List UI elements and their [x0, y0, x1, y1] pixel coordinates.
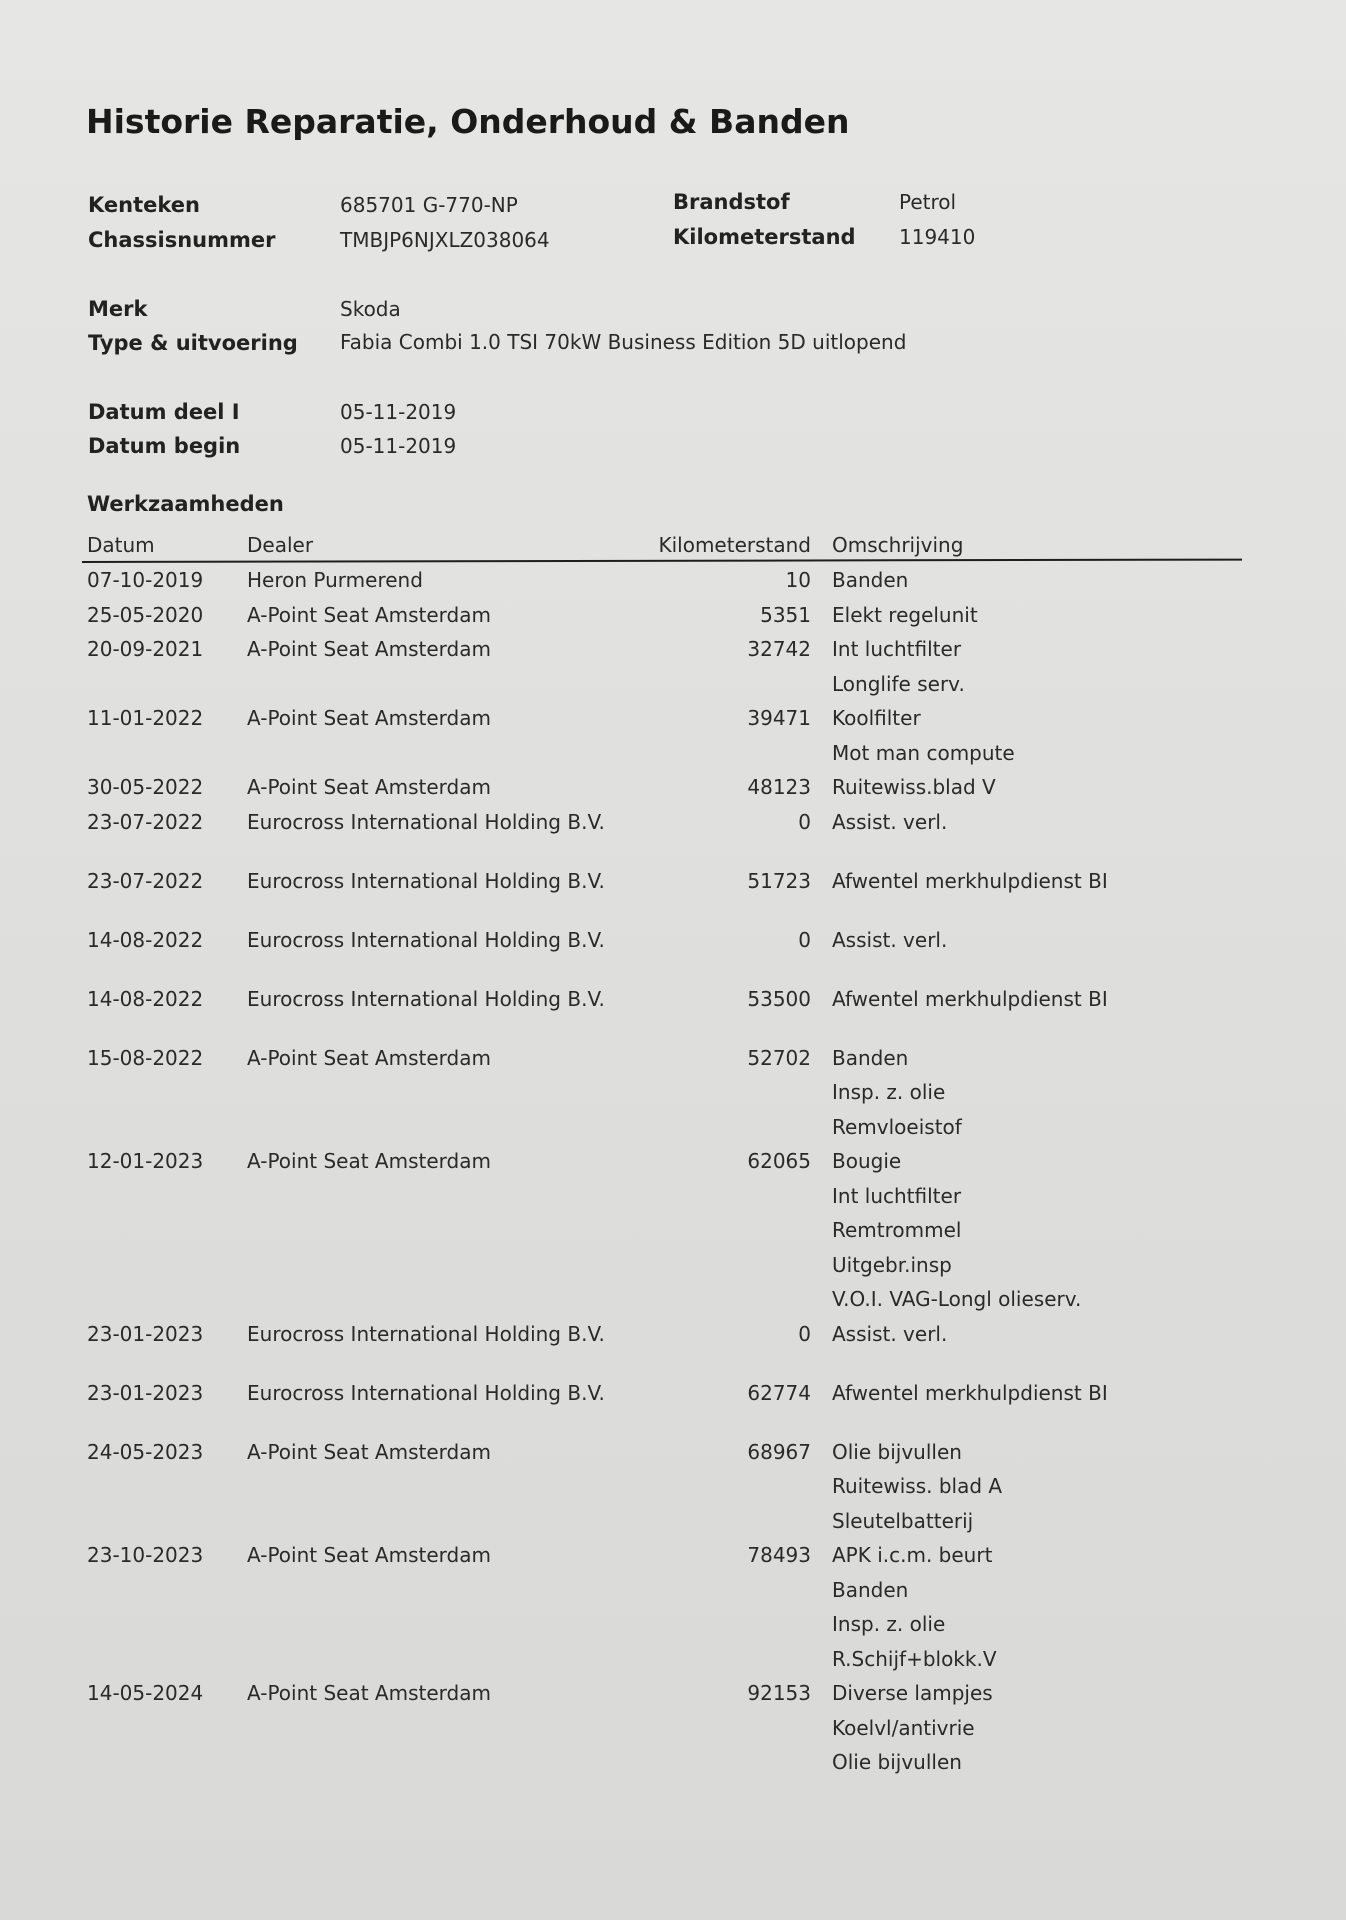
row-dealer: Eurocross International Holding B.V. [247, 868, 605, 893]
row-date: 23-07-2022 [87, 868, 204, 893]
table-row [0, 1041, 1346, 1145]
row-kilometerstand: 78493 [747, 1543, 811, 1567]
datum-begin-label: Datum begin [88, 434, 241, 458]
row-dealer: Eurocross International Holding B.V. [247, 809, 605, 834]
omschrijving-line: Elekt regelunit [832, 602, 978, 627]
column-header-kilometerstand: Kilometerstand [658, 533, 811, 557]
omschrijving-line: Int luchtfilter [832, 1183, 962, 1208]
row-omschrijving [832, 1376, 1108, 1411]
type-label: Type & uitvoering [88, 331, 298, 355]
table-row [0, 563, 1346, 598]
omschrijving-line: Ruitewiss.blad V [832, 775, 996, 799]
row-dealer: Eurocross International Holding B.V. [247, 1321, 605, 1346]
row-date: 07-10-2019 [87, 568, 204, 592]
table-row [0, 1435, 1346, 1539]
row-dealer: A-Point Seat Amsterdam [247, 1681, 491, 1705]
row-date: 11-01-2022 [87, 706, 204, 730]
row-date: 14-08-2022 [87, 927, 204, 952]
row-kilometerstand: 62065 [747, 1149, 811, 1173]
column-header-datum: Datum [87, 533, 155, 557]
omschrijving-line: APK i.c.m. beurt [832, 1543, 993, 1567]
datum-deel-value: 05-11-2019 [340, 400, 457, 424]
omschrijving-line: Olie bijvullen [832, 1439, 962, 1464]
row-date: 30-05-2022 [87, 775, 204, 799]
row-dealer: A-Point Seat Amsterdam [247, 602, 491, 627]
row-kilometerstand: 10 [785, 568, 811, 592]
omschrijving-line: Insp. z. olie [832, 1080, 946, 1104]
omschrijving-line: Banden [832, 1577, 909, 1602]
datum-deel-label: Datum deel I [88, 400, 240, 424]
omschrijving-line: Int luchtfilter [832, 637, 962, 661]
werkzaamheden-heading: Werkzaamheden [87, 492, 284, 516]
omschrijving-line: Insp. z. olie [832, 1612, 946, 1636]
row-omschrijving [832, 923, 947, 958]
brandstof-label: Brandstof [673, 190, 790, 214]
omschrijving-line: Afwentel merkhulpdienst BI [832, 986, 1108, 1011]
row-kilometerstand: 51723 [747, 868, 811, 893]
row-date: 20-09-2021 [87, 637, 204, 661]
row-kilometerstand: 53500 [747, 986, 811, 1011]
row-omschrijving [832, 632, 965, 701]
row-date: 14-05-2024 [87, 1681, 204, 1705]
row-dealer: A-Point Seat Amsterdam [247, 775, 491, 799]
omschrijving-line: Ruitewiss. blad A [832, 1474, 1003, 1498]
row-dealer: Heron Purmerend [247, 568, 423, 592]
row-dealer: Eurocross International Holding B.V. [247, 927, 605, 952]
omschrijving-line: Diverse lampjes [832, 1681, 993, 1705]
table-row [0, 1676, 1346, 1780]
page-title: Historie Reparatie, Onderhoud & Banden [86, 102, 850, 141]
table-row [0, 598, 1346, 633]
row-kilometerstand: 0 [798, 809, 811, 834]
row-omschrijving [832, 701, 1015, 770]
omschrijving-line: Bougie [832, 1149, 902, 1173]
brandstof-value: Petrol [899, 190, 957, 214]
table-row [0, 805, 1346, 864]
omschrijving-line: R.Schijf+blokk.V [832, 1646, 997, 1671]
row-kilometerstand: 32742 [747, 637, 811, 661]
werkzaamheden-table [0, 563, 1346, 1780]
type-value: Fabia Combi 1.0 TSI 70kW Business Edition 5D uitlopend [340, 330, 907, 354]
omschrijving-line: Koelvl/antivrie [832, 1715, 975, 1740]
table-row [0, 701, 1346, 770]
table-row [0, 770, 1346, 805]
row-date: 24-05-2023 [87, 1439, 204, 1464]
row-omschrijving [832, 1435, 1002, 1539]
row-dealer: A-Point Seat Amsterdam [247, 1149, 491, 1173]
row-omschrijving [832, 598, 978, 633]
table-row [0, 864, 1346, 923]
row-kilometerstand: 0 [798, 1321, 811, 1346]
omschrijving-line: Sleutelbatterij [832, 1508, 974, 1533]
omschrijving-line: V.O.I. VAG-Longl olieserv. [832, 1287, 1082, 1311]
omschrijving-line: Uitgebr.insp [832, 1252, 952, 1277]
merk-label: Merk [88, 297, 148, 321]
table-row [0, 923, 1346, 982]
row-dealer: Eurocross International Holding B.V. [247, 1380, 605, 1405]
merk-value: Skoda [340, 297, 401, 321]
row-kilometerstand: 52702 [747, 1045, 811, 1070]
row-date: 23-10-2023 [87, 1543, 204, 1567]
omschrijving-line: Koolfilter [832, 706, 921, 730]
row-kilometerstand: 92153 [747, 1681, 811, 1705]
omschrijving-line: Afwentel merkhulpdienst BI [832, 868, 1108, 893]
omschrijving-line: Assist. verl. [832, 927, 948, 952]
row-omschrijving [832, 563, 908, 598]
row-dealer: A-Point Seat Amsterdam [247, 637, 491, 661]
table-row [0, 632, 1346, 701]
row-dealer: A-Point Seat Amsterdam [247, 1543, 491, 1567]
omschrijving-line: Assist. verl. [832, 809, 948, 834]
row-kilometerstand: 39471 [747, 706, 811, 730]
row-date: 12-01-2023 [87, 1149, 204, 1173]
row-date: 15-08-2022 [87, 1045, 204, 1070]
chassis-label: Chassisnummer [88, 228, 276, 252]
row-omschrijving [832, 1144, 1081, 1317]
row-kilometerstand: 5351 [760, 602, 811, 627]
row-omschrijving [832, 1317, 947, 1352]
row-omschrijving [832, 805, 947, 840]
row-dealer: Eurocross International Holding B.V. [247, 986, 605, 1011]
row-omschrijving [832, 864, 1108, 899]
table-row [0, 1376, 1346, 1435]
omschrijving-line: Assist. verl. [832, 1321, 948, 1346]
row-date: 23-01-2023 [87, 1321, 204, 1346]
column-header-omschrijving: Omschrijving [832, 533, 964, 557]
row-omschrijving [832, 1676, 993, 1780]
omschrijving-line: Remvloeistof [832, 1114, 962, 1139]
row-date: 25-05-2020 [87, 602, 204, 627]
row-kilometerstand: 62774 [747, 1380, 811, 1405]
row-date: 23-07-2022 [87, 809, 204, 834]
row-date: 14-08-2022 [87, 986, 204, 1011]
omschrijving-line: Banden [832, 568, 909, 592]
row-kilometerstand: 0 [798, 927, 811, 952]
column-header-dealer: Dealer [247, 533, 314, 557]
row-omschrijving [832, 1041, 962, 1145]
kilometerstand-value: 119410 [899, 225, 976, 249]
table-row [0, 1144, 1346, 1317]
row-dealer: A-Point Seat Amsterdam [247, 1045, 491, 1070]
table-row [0, 1317, 1346, 1376]
row-omschrijving [832, 982, 1108, 1017]
omschrijving-line: Remtrommel [832, 1218, 962, 1242]
row-omschrijving [832, 770, 996, 805]
row-dealer: A-Point Seat Amsterdam [247, 1439, 491, 1464]
row-omschrijving [832, 1538, 997, 1676]
omschrijving-line: Afwentel merkhulpdienst BI [832, 1380, 1108, 1405]
datum-begin-value: 05-11-2019 [340, 434, 457, 458]
omschrijving-line: Mot man compute [832, 740, 1015, 765]
row-dealer: A-Point Seat Amsterdam [247, 706, 491, 730]
row-date: 23-01-2023 [87, 1380, 204, 1405]
omschrijving-line: Longlife serv. [832, 671, 965, 696]
omschrijving-line: Olie bijvullen [832, 1750, 962, 1774]
row-kilometerstand: 48123 [747, 775, 811, 799]
kilometerstand-label: Kilometerstand [673, 225, 856, 249]
kenteken-label: Kenteken [88, 193, 200, 217]
omschrijving-line: Banden [832, 1045, 909, 1070]
table-row [0, 982, 1346, 1041]
chassis-value: TMBJP6NJXLZ038064 [340, 228, 550, 252]
kenteken-value: 685701 G-770-NP [340, 193, 518, 217]
table-row [0, 1538, 1346, 1676]
row-kilometerstand: 68967 [747, 1439, 811, 1464]
